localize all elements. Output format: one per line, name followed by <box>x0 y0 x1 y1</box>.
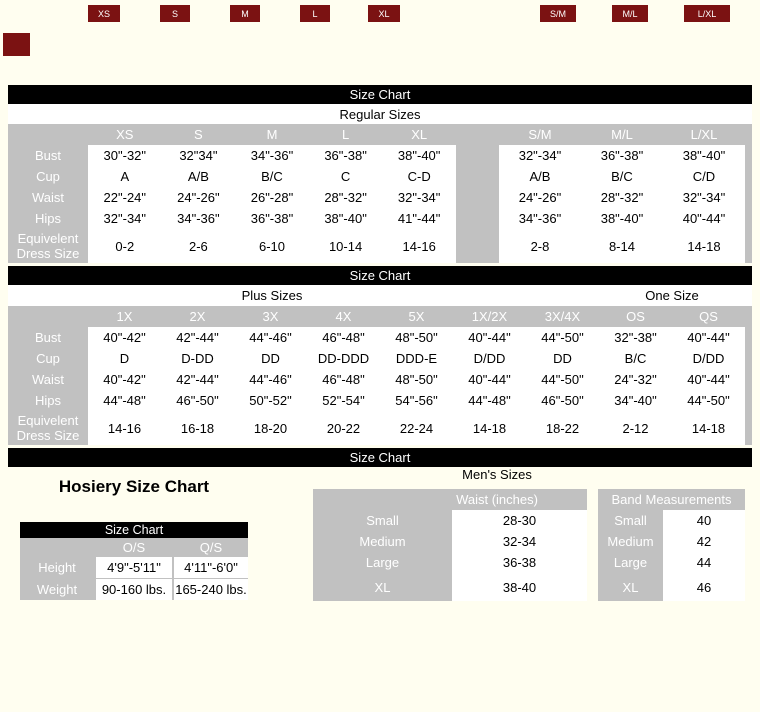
table-cell: 32"-38" <box>599 327 672 348</box>
table-cell: 36"-38" <box>581 145 663 166</box>
column-header: OS <box>626 309 645 324</box>
table-cell: 36"-38" <box>235 208 309 229</box>
table-cell: 2-12 <box>599 411 672 445</box>
table-cell: 42 <box>663 531 745 552</box>
row-label: Hips <box>34 393 61 408</box>
table-cell: B/C <box>235 166 309 187</box>
column-header: 5X <box>408 309 425 324</box>
column-gap <box>456 166 499 187</box>
waist-header: Waist (inches) <box>456 492 538 507</box>
table-cell: A <box>88 166 162 187</box>
column-tail <box>745 348 752 369</box>
table-cell: 24"-32" <box>599 369 672 390</box>
size-chart-bar-3 <box>8 448 752 467</box>
table-cell: 54"-56" <box>380 390 453 411</box>
mens-sizes-title: Men's Sizes <box>462 467 532 482</box>
red-tag: S <box>160 5 190 22</box>
table-cell: D/DD <box>453 348 526 369</box>
table-cell: 32"34" <box>162 145 236 166</box>
table-cell: DD-DDD <box>307 348 380 369</box>
row-label: Weight <box>36 582 78 597</box>
table-cell: 40"-44" <box>453 369 526 390</box>
table-cell: 16-18 <box>161 411 234 445</box>
row-label: Bust <box>34 330 61 345</box>
row-label: Bust <box>34 148 61 163</box>
table-cell: C-D <box>382 166 456 187</box>
column-header: 4X <box>335 309 352 324</box>
band-header: Band Measurements <box>611 492 732 507</box>
table-cell: 26"-28" <box>235 187 309 208</box>
table-cell: 46 <box>663 573 745 601</box>
row-label: Waist <box>31 190 65 205</box>
column-tail <box>745 208 752 229</box>
row-label: Large <box>613 555 648 570</box>
column-header: L <box>341 127 350 142</box>
column-header: L/XL <box>690 127 718 142</box>
row-label: Medium <box>607 534 654 549</box>
red-tag: S/M <box>540 5 576 22</box>
table-cell: 8-14 <box>581 229 663 263</box>
table-cell: 50"-52" <box>234 390 307 411</box>
column-gap <box>456 145 499 166</box>
table-cell: 38"-40" <box>663 145 745 166</box>
row-label: Large <box>365 555 400 570</box>
row-label: XL <box>622 579 639 595</box>
column-header: XL <box>411 127 428 142</box>
column-tail <box>745 145 752 166</box>
column-header: 3X/4X <box>544 309 581 324</box>
table-cell: 32"-34" <box>499 145 581 166</box>
table-cell: B/C <box>581 166 663 187</box>
table-cell: DD <box>526 348 599 369</box>
table-cell: 32"-34" <box>88 208 162 229</box>
table-cell: 36"-38" <box>309 145 383 166</box>
table-cell: 46"-50" <box>526 390 599 411</box>
table-cell: 44"-48" <box>88 390 161 411</box>
table-cell: A/B <box>162 166 236 187</box>
regular-sizes-row <box>8 104 752 124</box>
table-cell: 40 <box>663 510 745 531</box>
table-cell: 48"-50" <box>380 327 453 348</box>
column-tail <box>745 124 752 145</box>
size-chart-bar-3-label: Size Chart <box>349 450 411 465</box>
hosiery-table-header <box>20 522 248 538</box>
table-cell: 14-16 <box>382 229 456 263</box>
table-cell: 14-18 <box>453 411 526 445</box>
table-cell: C <box>309 166 383 187</box>
column-header: S <box>194 127 203 142</box>
table-cell: 20-22 <box>307 411 380 445</box>
red-tag: L/XL <box>684 5 730 22</box>
column-header: QS <box>699 309 718 324</box>
table-cell: 2-6 <box>162 229 236 263</box>
row-label: Waist <box>31 372 65 387</box>
column-header: 1X/2X <box>471 309 508 324</box>
table-cell: 36-38 <box>452 552 587 573</box>
table-cell: 34"-36" <box>235 145 309 166</box>
table-cell: 4'11"-6'0" <box>174 557 248 578</box>
table-cell: 41"-44" <box>382 208 456 229</box>
table-cell: 44"-48" <box>453 390 526 411</box>
table-cell: 4'9"-5'11" <box>96 557 172 578</box>
table-cell: 42"-44" <box>161 327 234 348</box>
table-cell: 44"-46" <box>234 369 307 390</box>
table-cell: 40"-44" <box>672 327 745 348</box>
regular-sizes-table <box>8 124 752 263</box>
table-cell: 34"-36" <box>162 208 236 229</box>
table-cell: C/D <box>663 166 745 187</box>
table-cell: 38-40 <box>452 573 587 601</box>
row-label: Small <box>614 513 647 528</box>
one-size-title: One Size <box>645 288 699 303</box>
table-cell: 34"-36" <box>499 208 581 229</box>
column-tail <box>745 369 752 390</box>
size-chart-bar-2-label: Size Chart <box>349 268 411 283</box>
hosiery-table <box>20 538 248 600</box>
column-tail <box>745 411 752 445</box>
table-cell: 22"-24" <box>88 187 162 208</box>
row-label: Medium <box>359 534 406 549</box>
table-cell: 90-160 lbs. <box>96 579 172 600</box>
table-cell: 6-10 <box>235 229 309 263</box>
red-tag: M/L <box>612 5 648 22</box>
corner-cell <box>8 306 88 327</box>
row-label: Cup <box>36 351 60 366</box>
row-label: Cup <box>36 169 60 184</box>
regular-sizes-title: Regular Sizes <box>339 106 421 122</box>
table-cell: DDD-E <box>380 348 453 369</box>
table-cell: 10-14 <box>309 229 383 263</box>
mens-band-table <box>598 489 745 601</box>
table-cell: 40"-44" <box>672 369 745 390</box>
column-header: S/M <box>528 127 552 142</box>
table-cell: 46"-50" <box>161 390 234 411</box>
table-cell: 40"-44" <box>453 327 526 348</box>
red-tag: XL <box>368 5 400 22</box>
table-cell: 38"-40" <box>581 208 663 229</box>
column-tail <box>745 229 752 263</box>
table-cell: 28"-32" <box>309 187 383 208</box>
row-label: Equivelent Dress Size <box>16 231 80 261</box>
column-header: 2X <box>189 309 206 324</box>
row-label: XL <box>374 579 391 595</box>
mens-waist-table <box>313 489 587 601</box>
table-cell: 24"-26" <box>499 187 581 208</box>
table-cell: 0-2 <box>88 229 162 263</box>
table-cell: 24"-26" <box>162 187 236 208</box>
column-header: 3X <box>262 309 279 324</box>
corner-cell <box>20 538 94 556</box>
table-cell: 32"-34" <box>382 187 456 208</box>
table-cell: 165-240 lbs. <box>174 579 248 600</box>
table-cell: 14-16 <box>88 411 161 445</box>
table-cell: 44"-50" <box>526 327 599 348</box>
table-cell: A/B <box>499 166 581 187</box>
table-cell: 46"-48" <box>307 369 380 390</box>
table-cell: D <box>88 348 161 369</box>
red-tag: XS <box>88 5 120 22</box>
red-tag: L <box>300 5 330 22</box>
red-tag: M <box>230 5 260 22</box>
table-cell: 28"-32" <box>581 187 663 208</box>
plus-one-size-row <box>8 285 752 306</box>
row-label: Height <box>38 560 76 575</box>
table-cell: 2-8 <box>499 229 581 263</box>
column-header: Q/S <box>199 539 223 555</box>
size-chart-bar-1-label: Size Chart <box>349 87 411 102</box>
table-cell: DD <box>234 348 307 369</box>
table-cell: B/C <box>599 348 672 369</box>
row-label: Equivelent Dress Size <box>16 413 80 443</box>
row-label: Small <box>366 513 399 528</box>
table-cell: 18-20 <box>234 411 307 445</box>
column-header: M/L <box>611 127 633 142</box>
column-tail <box>745 166 752 187</box>
table-cell: D-DD <box>161 348 234 369</box>
table-cell: 32-34 <box>452 531 587 552</box>
table-cell: 48"-50" <box>380 369 453 390</box>
table-cell: 40"-44" <box>663 208 745 229</box>
column-header: O/S <box>122 539 146 555</box>
plus-sizes-title: Plus Sizes <box>241 288 303 303</box>
table-cell: 44"-46" <box>234 327 307 348</box>
table-cell: 38"-40" <box>309 208 383 229</box>
size-chart-bar-2 <box>8 266 752 285</box>
table-cell: 18-22 <box>526 411 599 445</box>
table-cell: 46"-48" <box>307 327 380 348</box>
table-cell: 42"-44" <box>161 369 234 390</box>
column-gap <box>456 124 499 145</box>
column-header: M <box>266 127 278 142</box>
table-cell: 38"-40" <box>382 145 456 166</box>
table-cell: D/DD <box>672 348 745 369</box>
size-chart-bar-1 <box>8 85 752 104</box>
table-cell: 14-18 <box>672 411 745 445</box>
column-tail <box>745 390 752 411</box>
column-gap <box>456 187 499 208</box>
column-header: XS <box>116 127 134 142</box>
red-tag <box>3 33 30 56</box>
table-cell: 52"-54" <box>307 390 380 411</box>
table-cell: 14-18 <box>663 229 745 263</box>
table-cell: 22-24 <box>380 411 453 445</box>
table-cell: 28-30 <box>452 510 587 531</box>
plus-sizes-table <box>8 306 752 445</box>
table-cell: 32"-34" <box>663 187 745 208</box>
corner-cell <box>8 124 88 145</box>
column-gap <box>456 229 499 263</box>
table-cell: 44 <box>663 552 745 573</box>
table-cell: 40"-42" <box>88 369 161 390</box>
column-gap <box>456 208 499 229</box>
column-tail <box>745 306 752 327</box>
table-cell: 30"-32" <box>88 145 162 166</box>
hosiery-table-header-label: Size Chart <box>104 523 164 537</box>
column-header: 1X <box>116 309 133 324</box>
column-tail <box>745 187 752 208</box>
column-tail <box>745 327 752 348</box>
row-label: Hips <box>34 211 61 226</box>
table-cell: 44"-50" <box>526 369 599 390</box>
table-cell: 40"-42" <box>88 327 161 348</box>
table-cell: 44"-50" <box>672 390 745 411</box>
table-cell: 34"-40" <box>599 390 672 411</box>
hosiery-size-chart-title: Hosiery Size Chart <box>58 477 210 496</box>
